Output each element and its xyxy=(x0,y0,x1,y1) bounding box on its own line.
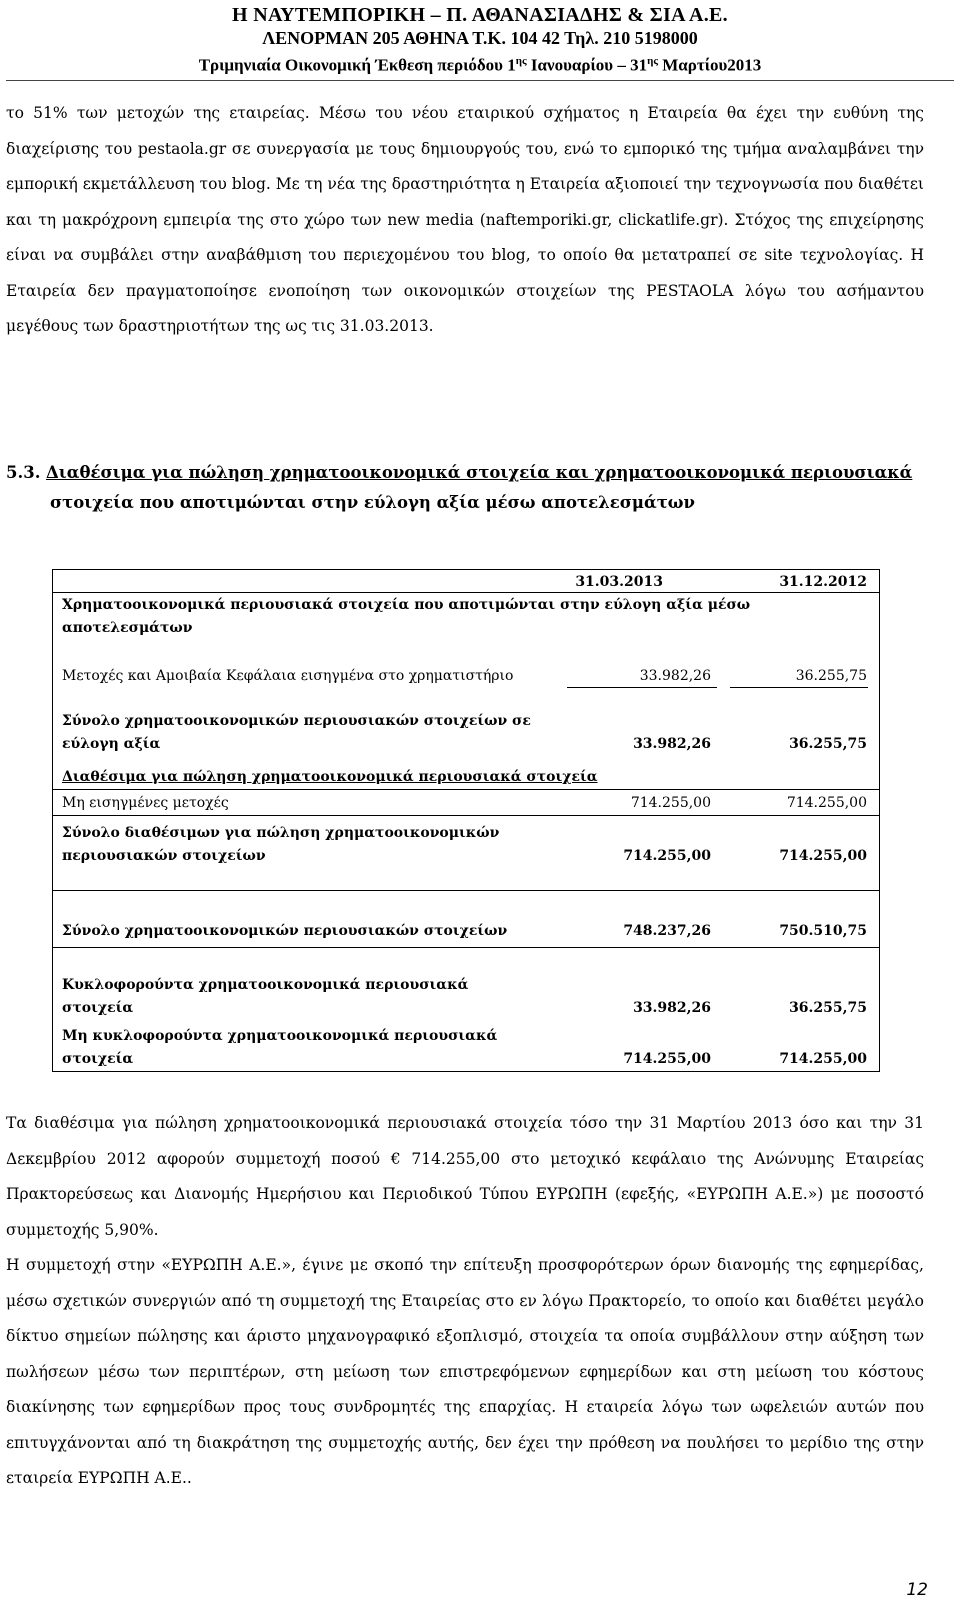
current-label-2: στοιχεία xyxy=(62,1000,134,1016)
section-heading xyxy=(6,458,926,518)
section-title-line1: Διαθέσιμα για πώληση χρηματοοικονομικά στοιχεία και χρηματοοικονομικά περιουσιακά xyxy=(46,463,913,482)
closing-paragraph-2: Η συμμετοχή στην «ΕΥΡΩΠΗ Α.Ε.», έγινε με σκοπό την επίτευξη προσφορότερων όρων διανομής της εφημερίδας, μέσω σχετικών συνεργιών από τη συμμετοχή της Εταιρείας στο εν λόγω Πρακτορείο, το οποίο και διαθέτει μεγάλο δίκτυο σημείων πώλησης και άριστο μηχανογραφικό εξοπλισμό, στοιχεία τα οποία συμβάλλουν στην αύξηση των πωλήσεων μέσω των περιπτέρων, στη μείωση των επιστρεφόμενων εφημερίδων και στη μείωση του κόστους διακίνησης των εφημερίδων προς τους συνδρομητές της επαρχίας. Η εταιρεία λόγω των ωφελειών αυτών που επιτυγχάνονται από τη διακράτηση της συμμετοχής αυτής, δεν έχει την πρόθεση να πουλήσει το μερίδιο της στην εταιρεία ΕΥΡΩΠΗ Α.Ε.. xyxy=(6,1256,924,1487)
total-fair-value-label-2: εύλογη αξία xyxy=(62,736,161,752)
grand-total-2012: 750.510,75 xyxy=(779,923,867,939)
noncurrent-2012: 714.255,00 xyxy=(779,1051,867,1067)
col-header-2012: 31.12.2012 xyxy=(779,574,867,590)
section-number: 5.3. xyxy=(6,463,41,482)
intro-paragraph: το 51% των μετοχών της εταιρείας. Μέσω του νέου εταιρικού σχήματος η Εταιρεία θα έχει την ευθύνη της διαχείρισης του pestaola.gr σε συνεργασία με τους δημιουργούς του, ενώ το εμπορικό της τμήμα αναλαμβάνει την εμπορική εκμετάλλευση του blog. Με τη νέα της δραστηριότητα η Εταιρεία αξιοποιεί την τεχνογνωσία που διαθέτει και τη μακρόχρονη εμπειρία της στο χώρο των new media (naftemporiki.gr, clickatlife.gr). Στόχος της επιχείρησης είναι να συμβάλει στην αναβάθμιση του περιεχομένου του blog, το οποίο θα μετατραπεί σε site τεχνολογίας. Η Εταιρεία δεν πραγματοποίησε ενοποίηση των οικονομικών στοιχείων της PESTAOLA λόγω του ασήμαντου μεγέθους των δραστηριοτήτων της ως τις 31.03.2013. xyxy=(6,104,924,335)
header-company-name: Η ΝΑΥΤΕΜΠΟΡΙΚΗ – Π. ΑΘΑΝΑΣΙΑΔΗΣ & ΣΙΑ Α.Ε. xyxy=(232,4,728,26)
rule xyxy=(53,789,879,790)
rule xyxy=(53,815,879,816)
rule xyxy=(53,890,879,891)
group1-title-line1: Χρηματοοικονομικά περιουσιακά στοιχεία που αποτιμώνται στην εύλογη αξία μέσω xyxy=(62,597,751,613)
unlisted-shares-label: Μη εισηγμένες μετοχές xyxy=(62,795,229,811)
grand-total-2013: 748.237,26 xyxy=(623,923,711,939)
header-report-period: Τριμηνιαία Οικονομική Έκθεση περιόδου $1^{\eta\varsigma}$ Ιανουαρίου – $31^{\eta\varsigma}$ Μαρτίου2013 xyxy=(198,55,762,75)
page-number: 12 xyxy=(906,1580,928,1600)
listed-shares-2012: 36.255,75 xyxy=(795,668,867,684)
financial-table xyxy=(52,569,880,1072)
rule xyxy=(567,687,717,688)
total-afs-2013: 714.255,00 xyxy=(623,848,711,864)
unlisted-shares-2012: 714.255,00 xyxy=(786,795,867,811)
group1-title-line2: αποτελεσμάτων xyxy=(62,620,193,636)
closing-paragraph-1: Τα διαθέσιμα για πώληση χρηματοοικονομικά περιουσιακά στοιχεία τόσο την 31 Μαρτίου 2013 όσο και την 31 Δεκεμβρίου 2012 αφορούν συμμετοχή ποσού € 714.255,00 στο μετοχικό κεφάλαιο της Ανώνυμης Εταιρείας Πρακτορεύσεως και Διανομής Ημερήσιου και Περιοδικού Τύπου ΕΥΡΩΠΗ (εφεξής, «ΕΥΡΩΠΗ Α.Ε.») με ποσοστό συμμετοχής 5,90%. xyxy=(6,1114,924,1239)
header-rule xyxy=(53,592,879,593)
col-header-2013: 31.03.2013 xyxy=(575,574,663,590)
total-fair-value-label-1: Σύνολο χρηματοοικονομικών περιουσιακών στοιχείων σε xyxy=(62,713,531,729)
grand-total-label: Σύνολο χρηματοοικονομικών περιουσιακών στοιχείων xyxy=(62,923,508,939)
total-afs-label-2: περιουσιακών στοιχείων xyxy=(62,848,266,864)
noncurrent-label-2: στοιχεία xyxy=(62,1051,134,1067)
unlisted-shares-2013: 714.255,00 xyxy=(630,795,711,811)
listed-shares-label: Μετοχές και Αμοιβαία Κεφάλαια εισηγμένα στο χρηματιστήριο xyxy=(62,668,514,684)
total-afs-2012: 714.255,00 xyxy=(779,848,867,864)
rule xyxy=(53,947,879,948)
current-2012: 36.255,75 xyxy=(789,1000,867,1016)
current-2013: 33.982,26 xyxy=(633,1000,711,1016)
listed-shares-2013: 33.982,26 xyxy=(639,668,711,684)
page-header xyxy=(0,0,960,77)
total-fair-value-2013: 33.982,26 xyxy=(633,736,711,752)
header-divider xyxy=(6,80,954,81)
noncurrent-label-1: Μη κυκλοφορούντα χρηματοοικονομικά περιουσιακά xyxy=(62,1028,498,1044)
section-title-line2: στοιχεία που αποτιμώνται στην εύλογη αξία μέσω αποτελεσμάτων xyxy=(50,493,695,512)
total-afs-label-1: Σύνολο διαθέσιμων για πώληση χρηματοοικονομικών xyxy=(62,825,500,841)
header-address: ΛΕΝΟΡΜΑΝ 205 ΑΘΗΝΑ Τ.Κ. 104 42 Τηλ. 210 5198000 xyxy=(262,28,698,48)
group2-title: Διαθέσιμα για πώληση χρηματοοικονομικά περιουσιακά στοιχεία xyxy=(62,769,598,785)
euro-sign: € xyxy=(390,1149,401,1168)
closing-text xyxy=(6,1106,924,1497)
noncurrent-2013: 714.255,00 xyxy=(623,1051,711,1067)
rule xyxy=(730,687,868,688)
current-label-1: Κυκλοφορούντα χρηματοοικονομικά περιουσιακά xyxy=(62,977,469,993)
total-fair-value-2012: 36.255,75 xyxy=(789,736,867,752)
